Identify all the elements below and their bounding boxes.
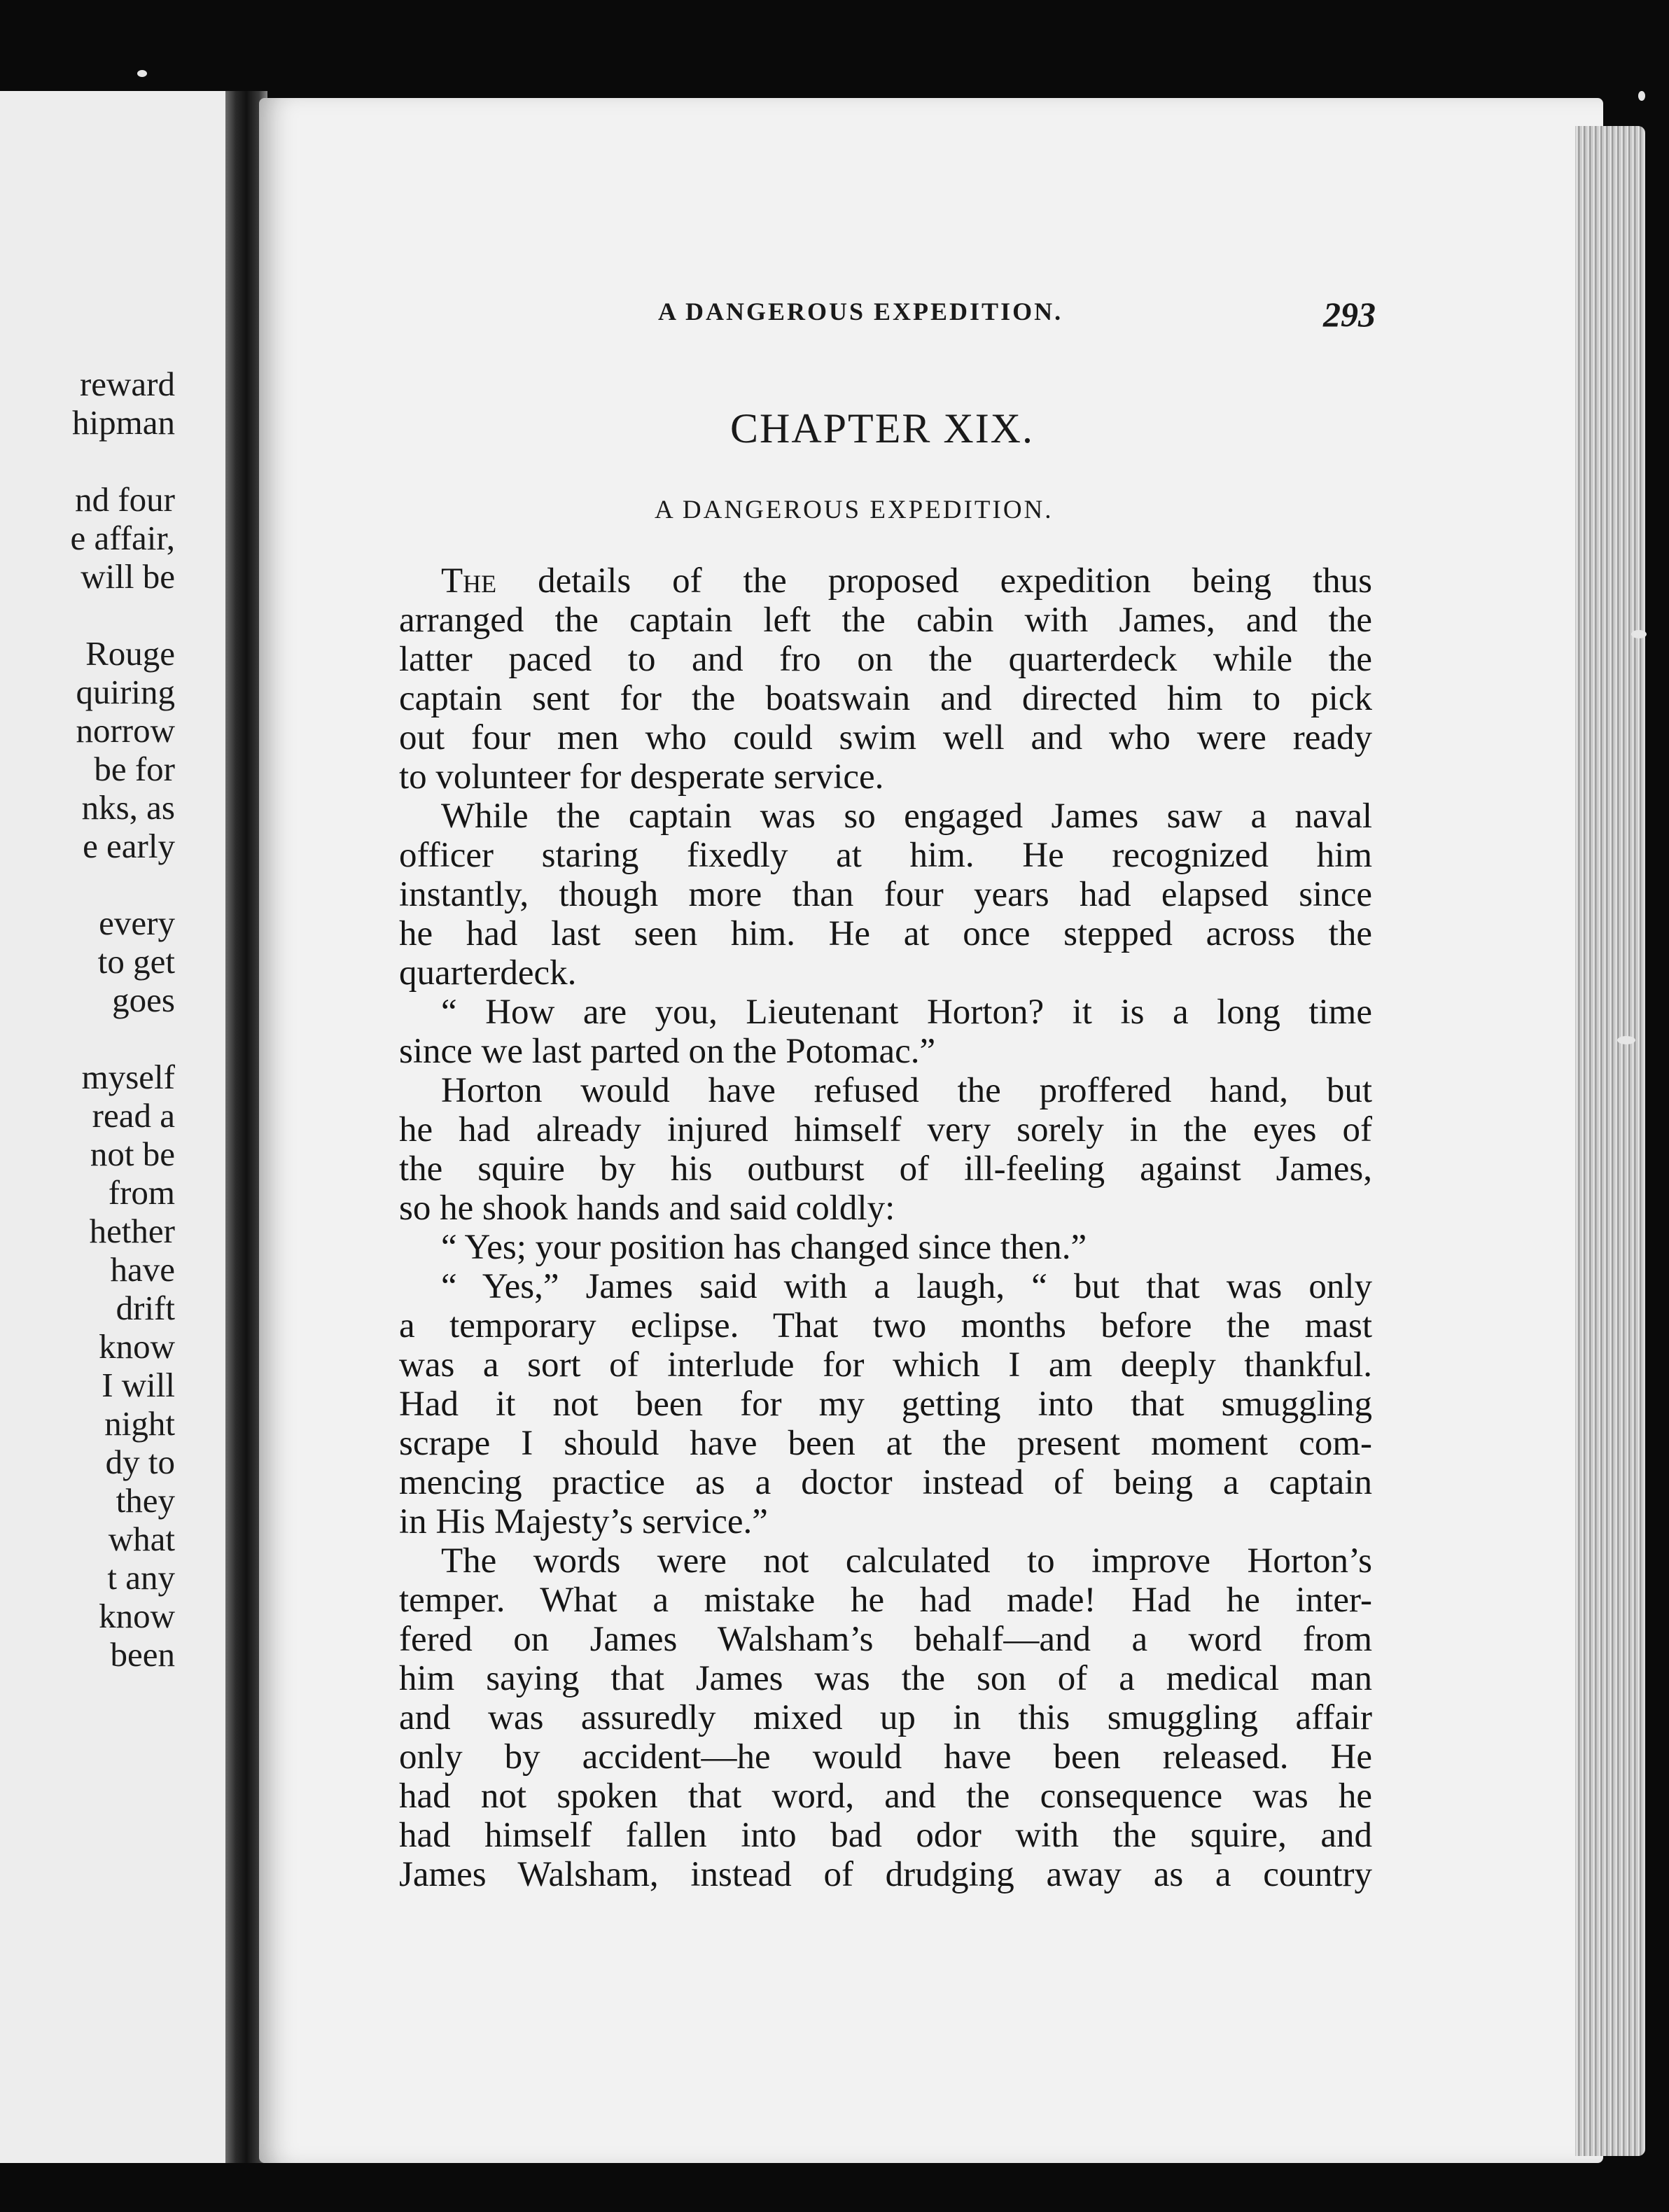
text-line: he had last seen him. He at once stepped across the (399, 914, 1372, 953)
left-page (0, 91, 231, 2163)
left-page-line: night (104, 1404, 175, 1443)
text-line: he had already injured himself very sorely in the eyes of (399, 1110, 1372, 1149)
left-page-line: e early (83, 827, 175, 865)
text-line: While the captain was so engaged James saw a naval (441, 797, 1372, 836)
left-page-line: read a (92, 1096, 175, 1135)
left-page-line: will be (81, 557, 175, 596)
text-line: had himself fallen into bad odor with the squire, and (399, 1816, 1372, 1855)
left-page-line: they (116, 1481, 175, 1520)
scan-speck (1631, 630, 1647, 638)
text-line: so he shook hands and said coldly: (399, 1189, 895, 1228)
text-line: captain sent for the boatswain and directed him to pick (399, 679, 1372, 718)
text-line: to volunteer for desperate service. (399, 757, 884, 797)
left-page-line: norrow (76, 711, 175, 750)
chapter-title: CHAPTER XIX. (730, 405, 1035, 451)
text-line: The words were not calculated to improve Horton’s (441, 1541, 1372, 1581)
text-line: out four men who could swim well and who were ready (399, 718, 1372, 757)
left-page-line: hether (89, 1212, 175, 1250)
text-line-rest: details of the proposed expedition being thus (538, 561, 1372, 601)
left-page-line: quiring (76, 673, 175, 711)
page-number: 293 (1323, 295, 1376, 334)
left-page-line: from (108, 1173, 175, 1212)
text-line: him saying that James was the son of a medical man (399, 1659, 1372, 1698)
left-page-line: Rouge (85, 634, 175, 673)
scan-speck (1638, 91, 1645, 101)
text-line: James Walsham, instead of drudging away as a country (399, 1855, 1372, 1894)
text-line: temper. What a mistake he had made! Had he inter- (399, 1581, 1372, 1620)
left-page-line: dy to (105, 1443, 175, 1481)
left-page-line: nks, as (81, 788, 175, 827)
left-page-line: be for (94, 750, 175, 788)
text-line: in His Majesty’s service.” (399, 1502, 768, 1541)
left-page-line: nd four (75, 480, 175, 519)
text-line: scrape I should have been at the present moment com- (399, 1424, 1372, 1463)
scan-speck (137, 70, 147, 77)
left-page-line: to get (97, 942, 175, 981)
text-line: instantly, though more than four years had elapsed since (399, 875, 1372, 914)
text-line: “ Yes,” James said with a laugh, “ but that was only (441, 1267, 1372, 1306)
left-page-line: know (99, 1597, 175, 1635)
left-page-line: been (110, 1635, 175, 1674)
left-page-line: have (110, 1250, 175, 1289)
text-line: latter paced to and fro on the quarterdeck while the (399, 640, 1372, 679)
left-page-line: not be (90, 1135, 175, 1173)
left-page-line: hipman (72, 403, 175, 442)
text-line: since we last parted on the Potomac.” (399, 1032, 936, 1071)
text-line: only by accident—he would have been released. He (399, 1737, 1372, 1777)
text-line: “ Yes; your position has changed since then.” (441, 1228, 1087, 1267)
text-line: arranged the captain left the cabin with James, and the (399, 601, 1372, 640)
text-line: fered on James Walsham’s behalf—and a word from (399, 1620, 1372, 1659)
chapter-subtitle: A DANGEROUS EXPEDITION. (655, 496, 1054, 524)
drop-word: The (441, 561, 497, 601)
text-line: mencing practice as a doctor instead of being a captain (399, 1463, 1372, 1502)
left-page-line: know (99, 1327, 175, 1366)
text-line: the squire by his outburst of ill-feeling against James, (399, 1149, 1372, 1189)
left-page-line: drift (116, 1289, 175, 1327)
left-page-line: t any (107, 1558, 175, 1597)
text-line (399, 560, 1372, 602)
text-line: quarterdeck. (399, 953, 577, 993)
text-line: “ How are you, Lieutenant Horton? it is a long time (441, 993, 1372, 1032)
left-page-line: goes (112, 981, 175, 1019)
scan-speck (1617, 1036, 1635, 1044)
text-line: Horton would have refused the proffered hand, but (441, 1071, 1372, 1110)
text-line: had not spoken that word, and the consequence was he (399, 1777, 1372, 1816)
text-line: a temporary eclipse. That two months before the mast (399, 1306, 1372, 1345)
left-page-line: e affair, (70, 519, 175, 557)
left-page-line: reward (79, 365, 175, 403)
text-line: and was assuredly mixed up in this smuggling affair (399, 1698, 1372, 1737)
left-page-line: I will (102, 1366, 175, 1404)
text-line: officer staring fixedly at him. He recognized him (399, 836, 1372, 875)
left-page-line: what (108, 1520, 175, 1558)
left-page-line: myself (81, 1058, 175, 1096)
left-page-line: every (99, 904, 175, 942)
text-line: Had it not been for my getting into that smuggling (399, 1385, 1372, 1424)
page-edges (1575, 126, 1645, 2156)
running-head: A DANGEROUS EXPEDITION. (658, 298, 1063, 326)
text-line: was a sort of interlude for which I am deeply thankful. (399, 1345, 1372, 1385)
